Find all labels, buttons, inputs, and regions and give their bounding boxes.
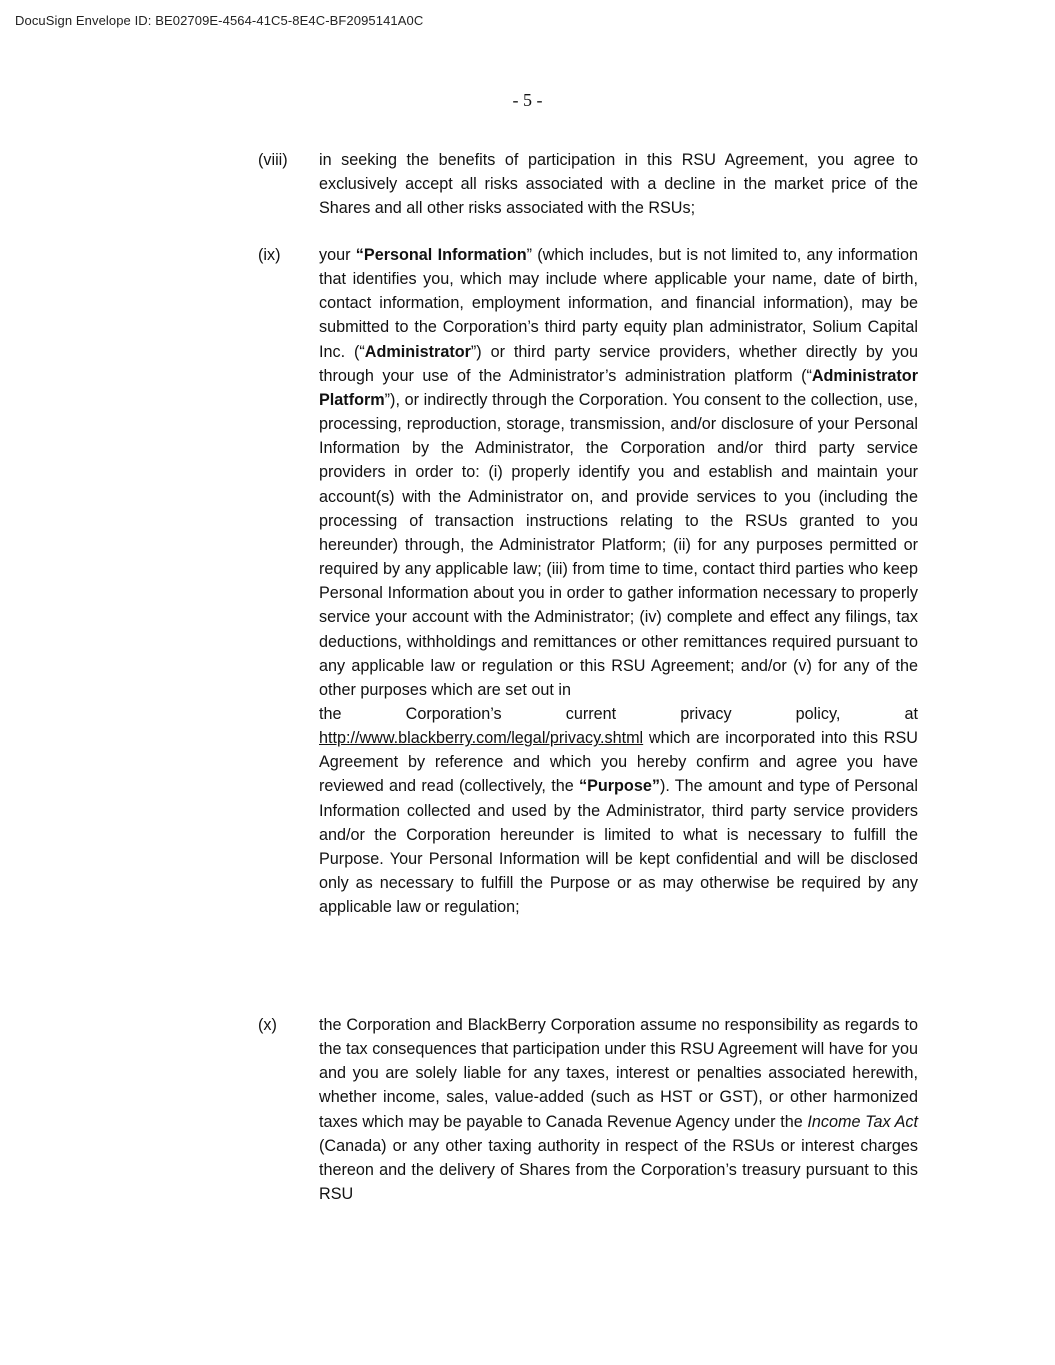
word: privacy: [680, 704, 732, 723]
clause-x: [258, 1013, 918, 1206]
defined-term-purpose: “Purpose”: [578, 777, 660, 796]
defined-term-personal-information: “Personal Information: [355, 246, 527, 264]
defined-term-administrator-platform: Administrator Platform: [319, 366, 918, 409]
clause-number: (ix): [258, 246, 281, 264]
word: current: [565, 704, 617, 723]
defined-term-administrator: Administrator: [364, 342, 471, 361]
clause-text: [319, 1013, 918, 1206]
clause-ix: [258, 243, 918, 919]
text-run: ” (which includes, but is not limited to, any information that identifies you, which may include where applicable your name, date of birth, contact information, employment information, and financial information), may be submitted to the Corporation’s third party equity plan administrator, Solium Capital Inc. (“: [319, 246, 918, 361]
clause-text: [319, 243, 918, 919]
word: Corporation’s: [405, 704, 502, 723]
clause-text: in seeking the benefits of participation in this RSU Agreement, you agree to exclusively accept all risks associated with a decline in the market price of the Shares and all other risks associated with the RSUs;: [319, 151, 918, 218]
text-run: the Corporation and BlackBerry Corporation assume no responsibility as regards to the tax consequences that participation under this RSU Agreement will have for you and you are solely liable for any taxes, interest or penalties associated herewith, whether income, sales, value-added (such as HST or GST), or other harmonized taxes which may be payable to Canada Revenue Agency under the: [319, 1016, 918, 1131]
word: the: [319, 704, 342, 723]
word: policy,: [795, 704, 841, 723]
text-run: which are incorporated into this RSU Agreement by reference and which you hereby confirm and agree you have reviewed and read (collectively, the: [319, 729, 918, 796]
clause-viii: [258, 148, 918, 220]
privacy-policy-link[interactable]: http://www.blackberry.com/legal/privacy.shtml: [319, 729, 644, 748]
text-run: your: [319, 246, 356, 264]
text-run: ). The amount and type of Personal Information collected and used by the Administrator, third party service providers and/or the Corporation hereunder is limited to what is necessary to fulfill the Purpose. Your Personal Information will be kept confidential and will be disclosed only as necessary to fulfill the Purpose or as may otherwise be required by any applicable law or regulation;: [319, 777, 918, 917]
envelope-id: DocuSign Envelope ID: BE02709E-4564-41C5-8E4C-BF2095141A0C: [15, 13, 424, 28]
text-run: ”), or indirectly through the Corporation. You consent to the collection, use, processing, reproduction, storage, transmission, and/or disclosure of your Personal Information by the Administrator, the Corporation and/or third party service providers in order to: (i) properly identify you and establish and maintain your account(s) with the Administrator on, and provide services to you (including the processing of transaction instructions relating to the RSUs granted to you hereunder) through, the Administrator Platform; (ii) for any purposes permitted or required by any applicable law; (iii) from time to time, contact third parties who keep Personal Information about you in order to gather information necessary to properly service your account with the Administrator; (iv) complete and effect any filings, tax deductions, withholdings and remittances or other remittances required pursuant to any applicable law or regulation or this RSU Agreement; and/or (v) for any of the other purposes which are set out in: [319, 390, 918, 699]
clause-number: (x): [258, 1016, 277, 1034]
text-run: (Canada) or any other taxing authority in respect of the RSUs or interest charges thereon and the delivery of Shares from the Corporation’s treasury pursuant to this RSU: [319, 1136, 918, 1204]
text-run: ”) or third party service providers, whether directly by you through your use of the Administrator’s administration platform (“: [319, 342, 918, 385]
italic-act-name: Income Tax Act: [807, 1112, 918, 1131]
page-number: - 5 -: [512, 90, 543, 110]
clause-number: (viii): [258, 151, 288, 169]
policy-line: [319, 702, 918, 726]
word: at: [904, 704, 918, 723]
